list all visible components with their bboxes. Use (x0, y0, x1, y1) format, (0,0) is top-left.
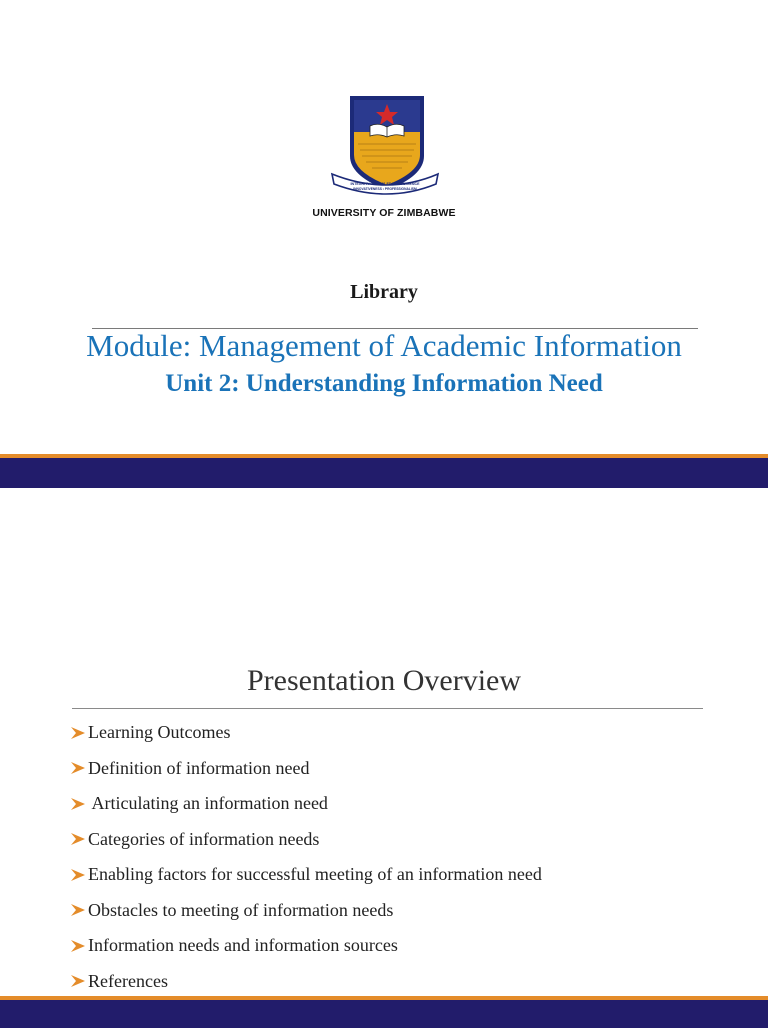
arrow-bullet-icon (70, 903, 87, 917)
list-item (70, 928, 760, 964)
arrow-bullet-icon (70, 797, 87, 811)
arrow-bullet-icon (70, 832, 87, 846)
arrow-bullet-icon (70, 974, 87, 988)
footer-band (0, 454, 768, 488)
list-item-text: References (88, 970, 168, 991)
list-item-text: Learning Outcomes (88, 722, 231, 743)
list-item-text: Enabling factors for successful meeting of an information need (88, 864, 542, 885)
crest-motto-line1: INTEGRITY • KNOWLEDGE • DILIGENCE (350, 182, 420, 186)
list-item (70, 964, 760, 1000)
list-item-text: Definition of information need (88, 757, 310, 778)
overview-title: Presentation Overview (246, 664, 522, 697)
university-name: UNIVERSITY OF ZIMBABWE (312, 207, 456, 219)
list-item (70, 786, 760, 822)
list-item-text: Categories of information needs (88, 828, 320, 849)
footer-band (0, 996, 768, 1028)
crest-motto-line2: INNOVATIVENESS • PROFESSIONALISM (353, 187, 417, 191)
overview-list (70, 715, 760, 999)
overview-divider (72, 708, 703, 709)
list-item (70, 822, 760, 858)
module-title: Module: Management of Academic Information (86, 328, 682, 363)
list-item-text: Information needs and information sources (88, 935, 398, 956)
arrow-bullet-icon (70, 726, 87, 740)
title-slide (0, 0, 768, 512)
unit-title: Unit 2: Understanding Information Need (165, 370, 603, 397)
list-item-text: Obstacles to meeting of information needs (88, 899, 394, 920)
list-item (70, 857, 760, 893)
list-item-text: Articulating an information need (88, 793, 328, 814)
arrow-bullet-icon (70, 939, 87, 953)
overview-slide (0, 512, 768, 1024)
list-item (70, 715, 760, 751)
list-item (70, 751, 760, 787)
arrow-bullet-icon (70, 761, 87, 775)
list-item (70, 893, 760, 929)
arrow-bullet-icon (70, 868, 87, 882)
library-label: Library (350, 281, 418, 303)
university-crest-logo (330, 92, 440, 204)
